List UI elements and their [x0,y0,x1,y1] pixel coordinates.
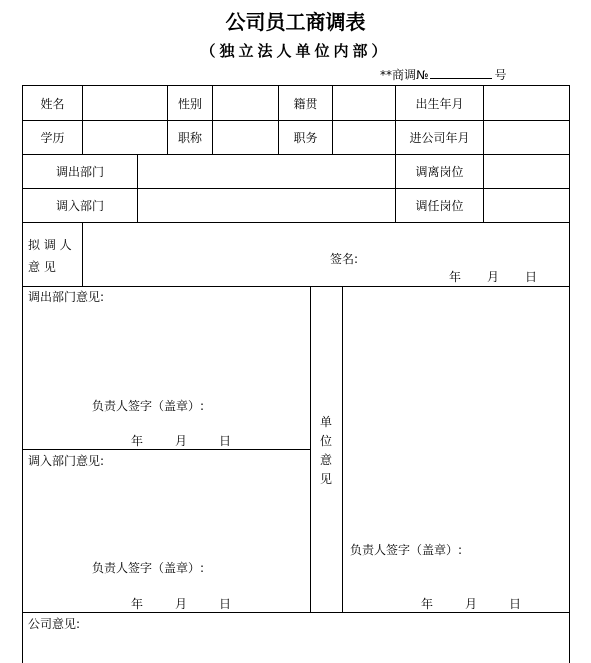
in-opinion-year: 年 [131,597,144,611]
row-line [22,449,310,450]
col-line [82,85,83,154]
col-line [137,154,138,222]
out-opinion-signature-label: 负责人签字（盖章）: [92,399,205,413]
unit-opinion-signature-label: 负责人签字（盖章）: [350,543,463,557]
label-proposal-line1: 拟 调 人 [28,238,72,252]
label-position: 职务 [293,131,318,145]
unit-opinion-year: 年 [421,597,434,611]
in-opinion-month: 月 [175,597,188,611]
label-unit-opinion-vertical [319,413,333,489]
row-line [22,222,570,223]
col-line [332,85,333,154]
unit-opinion-char: 见 [319,472,332,486]
row-line [22,612,570,613]
form-subtitle: （独立法人单位内部） [200,42,391,60]
label-in-department-opinion: 调入部门意见: [28,454,105,468]
unit-opinion-char: 位 [319,434,332,448]
proposal-year: 年 [449,270,462,284]
col-line [483,85,484,222]
unit-opinion-day: 日 [509,597,522,611]
label-proposal-line2: 意 见 [28,260,56,274]
label-company-opinion: 公司意见: [28,617,81,631]
col-line [212,85,213,154]
out-opinion-day: 日 [219,434,232,448]
label-out-department-opinion: 调出部门意见: [28,290,105,304]
label-origin: 籍贯 [293,96,318,111]
label-birth-date: 出生年月 [415,96,464,111]
proposal-signature-label: 签名: [330,252,359,266]
in-opinion-day: 日 [219,597,232,611]
label-education: 学历 [40,131,65,145]
label-new-post: 调任岗位 [415,199,464,213]
proposal-month: 月 [487,270,500,284]
out-opinion-month: 月 [175,434,188,448]
col-line [82,222,83,286]
label-gender: 性别 [177,96,202,111]
proposal-day: 日 [525,270,538,284]
label-name: 姓名 [40,96,65,111]
label-leave-post: 调离岗位 [415,165,464,179]
in-opinion-signature-label: 负责人签字（盖章）: [92,561,205,575]
label-out-department: 调出部门 [55,165,104,179]
label-join-date: 进公司年月 [409,131,470,145]
reference-prefix: **商调№ [380,68,429,82]
unit-opinion-char: 意 [319,453,332,467]
out-opinion-year: 年 [131,434,144,448]
col-line [310,286,311,612]
label-in-department: 调入部门 [55,199,104,213]
border-right [569,85,570,663]
form-title: 公司员工商调表 [225,10,366,34]
unit-opinion-char: 单 [319,415,332,429]
label-professional-title: 职称 [177,131,202,145]
reference-suffix: 号 [494,68,507,82]
unit-opinion-month: 月 [465,597,478,611]
col-line [342,286,343,612]
row-line [22,286,570,287]
